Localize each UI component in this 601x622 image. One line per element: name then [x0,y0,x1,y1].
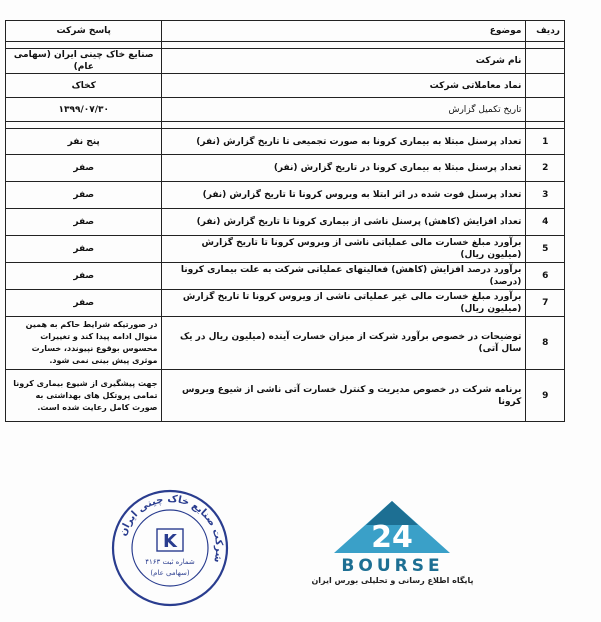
table-row [6,129,565,155]
row-number: 7 [526,290,565,317]
header-topic: موضوع [162,21,526,42]
row-topic: برآورد مبلغ خسارت مالی غیر عملیاتی ناشی از ویروس کرونا تا تاریخ گزارش (میلیون ریال) [162,290,526,317]
stamp-monogram: K [163,531,177,552]
info-topic: نماد معاملاتی شرکت [162,74,526,98]
row-answer: صفر [6,263,162,290]
row-number: 5 [526,236,565,263]
logo-subtitle: پایگاه اطلاع رسانی و تحلیلی بورس ایران [311,576,474,585]
row-answer: صفر [6,290,162,317]
corona-report-table [5,20,565,422]
table-row [6,155,565,182]
row-number: 9 [526,370,565,422]
row-number: 3 [526,182,565,209]
info-radif-empty [526,74,565,98]
info-answer: صنایع خاک چینی ایران (سهامی عام) [6,49,162,74]
table-row [6,263,565,290]
row-answer: صفر [6,155,162,182]
info-topic: تاریخ تکمیل گزارش [162,98,526,122]
row-number: 8 [526,317,565,370]
logo-number: 24 [371,520,413,555]
header-radif: ردیف [526,21,565,42]
row-topic: تعداد پرسنل مبتلا به بیماری کرونا به صورت تجمیعی تا تاریخ گزارش (نفر) [162,129,526,155]
row-topic: برنامه شرکت در خصوص مدیریت و کنترل خسارت آتی ناشی از شیوع ویروس کرونا [162,370,526,422]
table-gap [6,42,565,49]
table-gap [6,122,565,129]
bourse24-logo [300,495,485,605]
table-header-row [6,21,565,42]
info-row-date [6,98,565,122]
row-number: 1 [526,129,565,155]
row-number: 6 [526,263,565,290]
info-answer: کخاک [6,74,162,98]
row-topic: توضیحات در خصوص برآورد شرکت از میزان خسارت آینده (میلیون ریال در یک سال آتی) [162,317,526,370]
row-answer: پنج نفر [6,129,162,155]
info-row-company [6,49,565,74]
company-stamp [110,487,230,609]
row-topic: تعداد پرسنل مبتلا به بیماری کرونا در تاریخ گزارش (نفر) [162,155,526,182]
row-topic: تعداد پرسنل فوت شده در اثر ابتلا به ویروس کرونا تا تاریخ گزارش (نفر) [162,182,526,209]
info-topic: نام شرکت [162,49,526,74]
header-answer: پاسخ شرکت [6,21,162,42]
row-answer: جهت پیشگیری از شیوع بیماری کرونا تمامی پروتکل های بهداشتی به صورت کامل رعایت شده است. [6,370,162,422]
row-number: 2 [526,155,565,182]
info-row-symbol [6,74,565,98]
row-topic: برآورد مبلغ خسارت مالی عملیاتی ناشی از ویروس کرونا تا تاریخ گزارش (میلیون ریال) [162,236,526,263]
table-row [6,370,565,422]
table-row [6,290,565,317]
table-row [6,236,565,263]
row-answer: صفر [6,236,162,263]
row-answer: صفر [6,182,162,209]
logo-word: BOURSE [341,556,444,576]
row-topic: تعداد افزایش (کاهش) پرسنل ناشی از بیماری کرونا تا تاریخ گزارش (نفر) [162,209,526,236]
stamp-ring-text: شرکت صنایع خاک چینی ایران [117,493,225,564]
row-answer: در صورتیکه شرایط حاکم به همین منوال ادامه پیدا کند و تغییرات محسوس بوقوع نپیوندد، خسارت موثری پیش بینی نمی شود. [6,317,162,370]
row-topic: برآورد درصد افزایش (کاهش) فعالیتهای عملیاتی شرکت به علت بیماری کرونا (درصد) [162,263,526,290]
row-answer: صفر [6,209,162,236]
table-row [6,317,565,370]
info-answer: ۱۳۹۹/۰۷/۳۰ [6,98,162,122]
stamp-company-type: (سهامی عام) [150,569,190,577]
table-row [6,182,565,209]
table-row [6,209,565,236]
row-number: 4 [526,209,565,236]
stamp-registration: شماره ثبت ۴۱۶۳ [145,558,195,566]
info-radif-empty [526,49,565,74]
info-radif-empty [526,98,565,122]
